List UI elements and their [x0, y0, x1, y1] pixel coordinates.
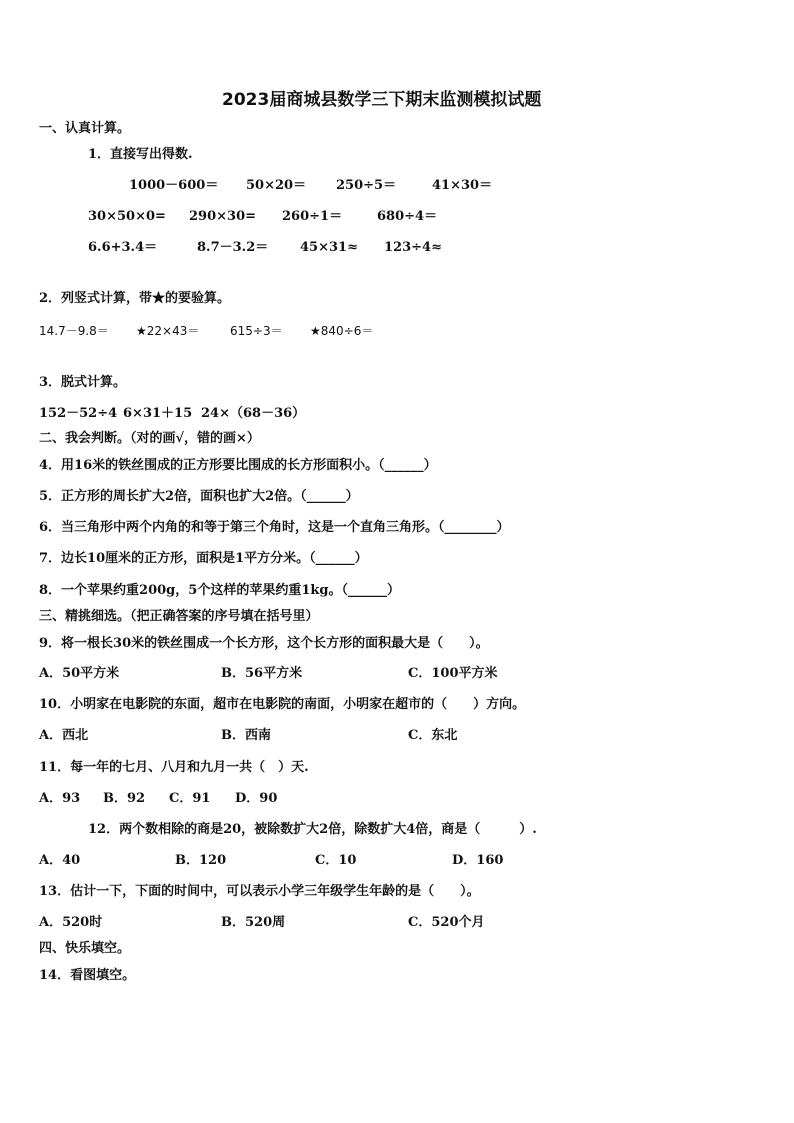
page-title: 2023届商城县数学三下期末监测模拟试题 [222, 90, 542, 110]
choice-question: 12．两个数相除的商是20，被除数扩大2倍，除数扩大4倍，商是（ ）. [88, 822, 537, 837]
q1-item: 260÷1＝ [282, 209, 343, 224]
choice-option: D．90 [235, 791, 278, 806]
choice-option: A．40 [39, 853, 81, 868]
q1-label: 1．直接写出得数. [88, 147, 193, 162]
q3-label: 3．脱式计算。 [39, 375, 127, 390]
q1-item: 6.6+3.4＝ [88, 240, 158, 255]
judge-question: 8．一个苹果约重200g，5个这样的苹果约重1kg。（______） [39, 583, 400, 598]
q3-item: 24×（68－36） [201, 406, 306, 421]
q2-label: 2．列竖式计算，带★的要验算。 [39, 291, 231, 306]
choice-option: B．520周 [221, 915, 286, 930]
choice-option: C．91 [169, 791, 211, 806]
choice-question: 9．将一根长30米的铁丝围成一个长方形，这个长方形的面积最大是（ ）。 [39, 636, 489, 651]
choice-option: C．100平方米 [408, 666, 498, 681]
q1-item: 8.7－3.2＝ [197, 240, 269, 255]
choice-question: 10．小明家在电影院的东面，超市在电影院的南面，小明家在超市的（ ）方向。 [39, 697, 526, 712]
judge-question: 7．边长10厘米的正方形，面积是1平方分米。（______） [39, 551, 368, 566]
choice-option: B．92 [103, 791, 146, 806]
choice-question: 13．估计一下，下面的时间中，可以表示小学三年级学生年龄的是（ ）。 [39, 884, 480, 899]
choice-option: C．10 [315, 853, 357, 868]
judge-question: 6．当三角形中两个内角的和等于第三个角时，这是一个直角三角形。（________） [39, 520, 510, 535]
q2-item: ★840÷6＝ [310, 324, 374, 338]
choice-option: D．160 [452, 853, 504, 868]
q1-item: 680÷4＝ [377, 209, 438, 224]
q1-item: 250÷5＝ [336, 178, 397, 193]
q1-item: 123÷4≈ [384, 240, 442, 255]
fill-question: 14．看图填空。 [39, 968, 136, 983]
q1-item: 45×31≈ [300, 240, 358, 255]
q1-item: 290×30= [189, 209, 257, 224]
judge-question: 5．正方形的周长扩大2倍，面积也扩大2倍。（______） [39, 489, 359, 504]
q2-item: 14.7－9.8＝ [39, 324, 109, 338]
choice-option: A．520时 [39, 915, 103, 930]
judge-question: 4．用16米的铁丝围成的正方形要比围成的长方形面积小。（______） [39, 458, 437, 473]
choice-option: A．93 [39, 791, 81, 806]
q2-item: ★22×43＝ [136, 324, 200, 338]
q3-item: 152－52÷4 [39, 406, 118, 421]
choice-option: C．520个月 [408, 915, 485, 930]
section3-heading: 三、精挑细选。（把正确答案的序号填在括号里） [39, 609, 319, 624]
q2-item: 615÷3＝ [230, 324, 283, 338]
choice-option: B．120 [175, 853, 227, 868]
section2-heading: 二、我会判断。（对的画√，错的画×） [39, 431, 260, 446]
section1-heading: 一、认真计算。 [39, 121, 131, 136]
q1-item: 30×50×0= [88, 209, 166, 224]
q1-item: 41×30＝ [432, 178, 493, 193]
q1-item: 1000－600＝ [129, 178, 219, 193]
choice-option: A．50平方米 [39, 666, 120, 681]
choice-question: 11．每一年的七月、八月和九月一共（ ）天. [39, 760, 309, 775]
section4-heading: 四、快乐填空。 [39, 941, 131, 956]
choice-option: B．西南 [221, 728, 271, 743]
choice-option: C．东北 [408, 728, 458, 743]
q3-item: 6×31＋15 [123, 406, 193, 421]
choice-option: A．西北 [39, 728, 89, 743]
choice-option: B．56平方米 [221, 666, 303, 681]
q1-item: 50×20＝ [246, 178, 307, 193]
